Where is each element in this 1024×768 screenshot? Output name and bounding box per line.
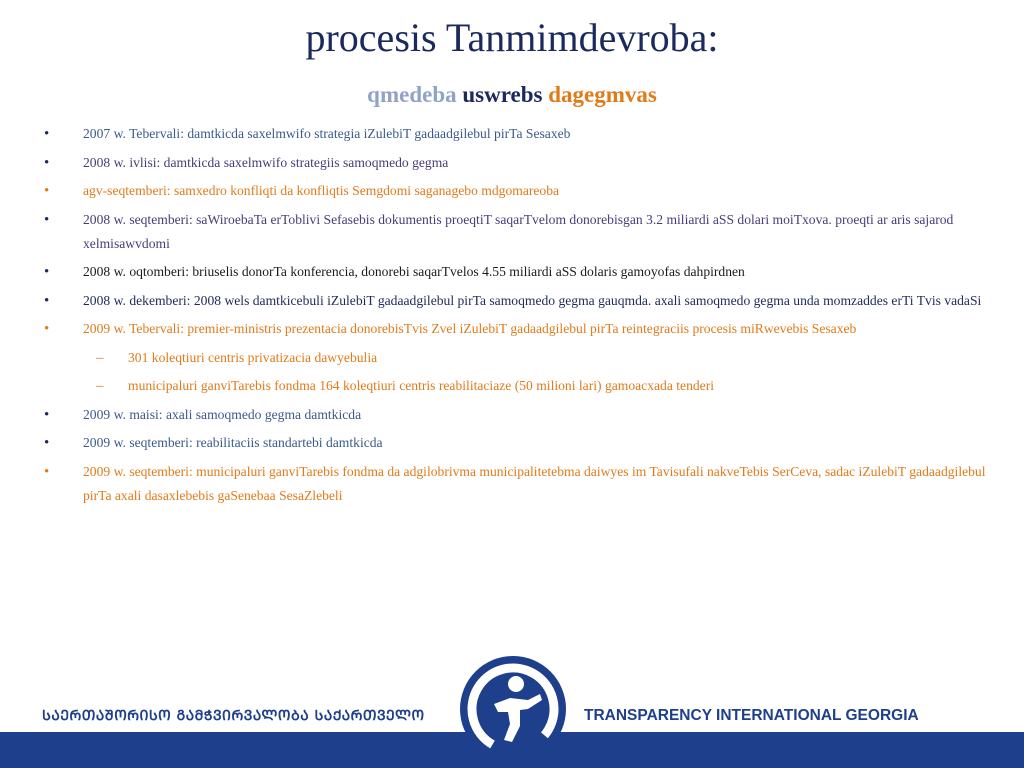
list-item-text: 2009 w. seqtemberi: municipaluri ganviTarebis fondma da adgilobrivma municipalitetebma daiwyes im Tavisufali nakveTebis SerCeva, sadac iZulebiT gadaadgilebul pirTa axali dasaxlebebis gaSenebaa SesaZlebeli: [83, 463, 986, 503]
bullet-icon: •: [44, 406, 50, 423]
list-item-text: municipaluri ganviTarebis fondma 164 koleqtiuri centris reabilitaciaze (50 milioni lari) gamoacxada tenderi: [128, 378, 715, 393]
bullet-list: [40, 122, 990, 512]
bullet-icon: •: [44, 126, 50, 142]
bullet-icon: •: [44, 292, 50, 309]
list-item: [40, 431, 990, 455]
subtitle-word-1: qmedeba: [367, 82, 457, 107]
bullet-icon: •: [44, 183, 50, 199]
footer-english-name: TRANSPARENCY INTERNATIONAL GEORGIA: [584, 707, 919, 724]
list-item: [40, 403, 990, 427]
slide-title: procesis Tanmimdevroba:: [305, 15, 719, 60]
list-item-text: 2007 w. Tebervali: damtkicda saxelmwifo strategia iZulebiT gadaadgilebul pirTa Sesaxeb: [83, 126, 571, 141]
footer-georgian-name: ᲡᲐᲔᲠᲗᲐᲨᲝᲠᲘᲡᲝ ᲒᲐᲛᲭᲕᲘᲠᲕᲐᲚᲝᲑᲐ ᲡᲐᲥᲐᲠᲗᲕᲔᲚᲝ: [42, 708, 425, 724]
list-item-text: 2008 w. seqtemberi: saWiroebaTa erToblivi Sefasebis dokumentis proeqtiT saqarTvelom donorebisgan 3.2 miliardi aSS dolari moiTxova. proeqti ar aris sajarod xelmisawvdomi: [83, 211, 954, 251]
list-item: [40, 122, 990, 146]
dash-icon: –: [96, 378, 104, 394]
bullet-icon: •: [44, 154, 50, 171]
list-item-text: 2009 w. maisi: axali samoqmedo gegma damtkicda: [83, 406, 362, 422]
bullet-icon: •: [44, 211, 50, 228]
list-item: [40, 208, 990, 256]
sub-list-item: [40, 374, 990, 398]
list-item-text: agv-seqtemberi: samxedro konfliqti da konfliqtis Semgdomi saganagebo mdgomareoba: [83, 183, 560, 198]
list-item: [40, 260, 990, 284]
list-item: [40, 151, 990, 175]
bullet-icon: •: [44, 321, 50, 337]
list-item: [40, 460, 990, 508]
list-item-text: 2008 w. ivlisi: damtkicda saxelmwifo strategiis samoqmedo gegma: [83, 154, 449, 170]
transparency-international-logo-icon: [458, 654, 568, 764]
list-item-text: 2009 w. seqtemberi: reabilitaciis standartebi damtkicda: [83, 435, 383, 450]
list-item-text: 301 koleqtiuri centris privatizacia dawyebulia: [128, 349, 378, 365]
subtitle-word-3: dagegmvas: [548, 82, 657, 107]
bullet-icon: •: [44, 463, 50, 480]
list-item: [40, 289, 990, 313]
dash-icon: –: [96, 349, 104, 366]
bullet-icon: •: [44, 435, 50, 451]
list-item: [40, 317, 990, 341]
subtitle-word-2: uswrebs: [462, 82, 543, 107]
sub-list-item: [40, 346, 990, 370]
bullet-icon: •: [44, 264, 50, 280]
list-item-text: 2009 w. Tebervali: premier-ministris prezentacia donorebisTvis Zvel iZulebiT gadaadgilebul pirTa reintegraciis procesis miRwevebis Sesaxeb: [83, 321, 857, 336]
slide-subtitle: [0, 80, 1024, 110]
list-item-text: 2008 w. dekemberi: 2008 wels damtkicebuli iZulebiT gadaadgilebul pirTa samoqmedo gegma gauqmda. axali samoqmedo gegma unda momzaddes erTi Tvis vadaSi: [83, 292, 982, 308]
list-item-text: 2008 w. oqtomberi: briuselis donorTa konferencia, donorebi saqarTvelos 4.55 miliardi aSS dolaris gamoyofas dahpirdnen: [83, 264, 745, 279]
list-item: [40, 179, 990, 203]
